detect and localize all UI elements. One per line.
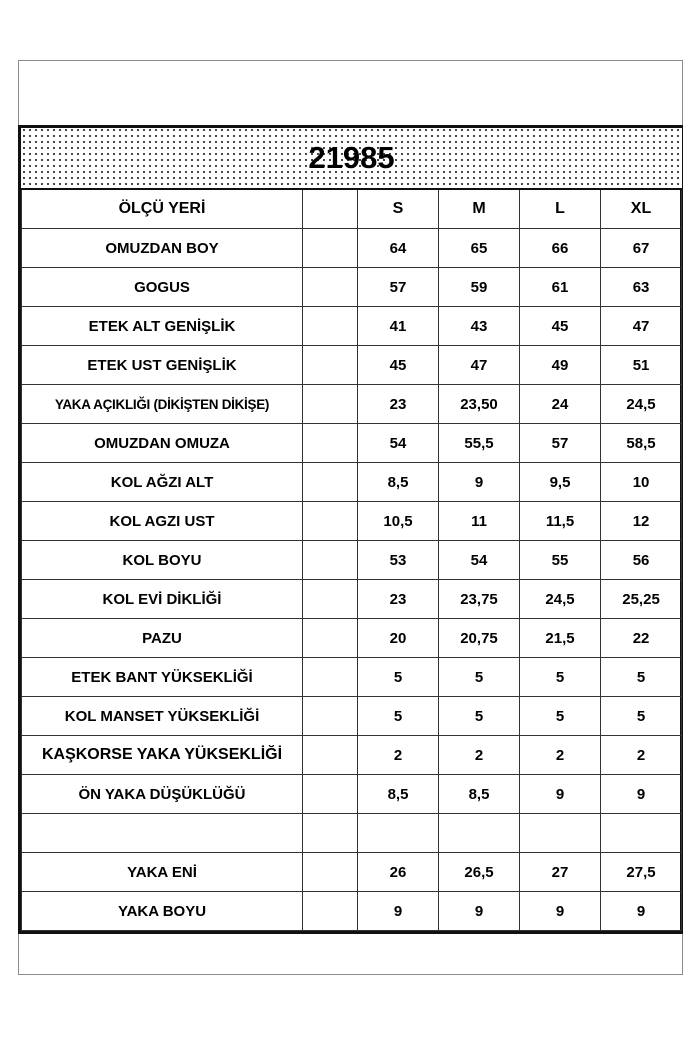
row-label: KOL AGZI UST (22, 502, 303, 541)
row-value-l: 9,5 (520, 463, 601, 502)
row-value-l: 9 (520, 775, 601, 814)
row-value-m: 65 (439, 229, 520, 268)
page-title: 21985 (308, 140, 395, 175)
row-value-s: 64 (358, 229, 439, 268)
row-value-s: 45 (358, 346, 439, 385)
row-gap-cell (303, 697, 358, 736)
row-value-m: 23,75 (439, 580, 520, 619)
row-value-l (520, 814, 601, 853)
measurement-table (21, 128, 682, 931)
row-label: KOL BOYU (22, 541, 303, 580)
row-value-l: 57 (520, 424, 601, 463)
row-value-xl: 47 (601, 307, 682, 346)
row-value-xl: 24,5 (601, 385, 682, 424)
row-gap-cell (303, 346, 358, 385)
row-value-s: 54 (358, 424, 439, 463)
row-value-s (358, 814, 439, 853)
row-gap-cell (303, 307, 358, 346)
table-row (22, 775, 682, 814)
table-row (22, 892, 682, 931)
row-gap-cell (303, 853, 358, 892)
row-label: YAKA ENİ (22, 853, 303, 892)
row-value-xl: 12 (601, 502, 682, 541)
row-value-m: 54 (439, 541, 520, 580)
row-value-l: 45 (520, 307, 601, 346)
row-label: GOGUS (22, 268, 303, 307)
row-label: KOL MANSET YÜKSEKLİĞİ (22, 697, 303, 736)
table-row (22, 385, 682, 424)
row-gap-cell (303, 463, 358, 502)
title-row (22, 128, 682, 189)
row-value-xl: 10 (601, 463, 682, 502)
row-label: ETEK ALT GENİŞLİK (22, 307, 303, 346)
row-label: KOL EVİ DİKLİĞİ (22, 580, 303, 619)
row-value-s: 8,5 (358, 463, 439, 502)
row-value-l: 24 (520, 385, 601, 424)
top-blank-band (19, 61, 682, 126)
row-value-xl: 22 (601, 619, 682, 658)
row-gap-cell (303, 229, 358, 268)
table-row (22, 619, 682, 658)
row-gap-cell (303, 775, 358, 814)
row-value-s: 57 (358, 268, 439, 307)
table-row (22, 697, 682, 736)
row-value-xl: 2 (601, 736, 682, 775)
row-label: ETEK BANT YÜKSEKLİĞİ (22, 658, 303, 697)
row-value-s: 20 (358, 619, 439, 658)
row-value-s: 5 (358, 697, 439, 736)
row-value-l: 24,5 (520, 580, 601, 619)
row-gap-cell (303, 424, 358, 463)
row-value-l: 21,5 (520, 619, 601, 658)
row-value-s: 23 (358, 385, 439, 424)
table-row (22, 346, 682, 385)
row-value-m: 47 (439, 346, 520, 385)
row-value-s: 10,5 (358, 502, 439, 541)
header-size-s: S (358, 189, 439, 229)
table-row (22, 424, 682, 463)
row-value-l: 2 (520, 736, 601, 775)
row-label (22, 814, 303, 853)
table-row-empty (22, 814, 682, 853)
row-label: ÖN YAKA DÜŞÜKLÜĞÜ (22, 775, 303, 814)
row-value-l: 9 (520, 892, 601, 931)
table-row (22, 580, 682, 619)
row-value-s: 2 (358, 736, 439, 775)
row-value-xl: 56 (601, 541, 682, 580)
header-size-l: L (520, 189, 601, 229)
measurement-table-container (18, 125, 683, 934)
row-value-m: 8,5 (439, 775, 520, 814)
row-value-s: 9 (358, 892, 439, 931)
header-size-m: M (439, 189, 520, 229)
row-value-s: 41 (358, 307, 439, 346)
title-cell (22, 128, 682, 189)
row-value-m: 11 (439, 502, 520, 541)
row-value-xl: 5 (601, 658, 682, 697)
row-value-m: 23,50 (439, 385, 520, 424)
table-row (22, 658, 682, 697)
row-gap-cell (303, 541, 358, 580)
row-label: YAKA BOYU (22, 892, 303, 931)
row-value-m: 5 (439, 658, 520, 697)
row-gap-cell (303, 619, 358, 658)
row-gap-cell (303, 502, 358, 541)
row-value-l: 5 (520, 697, 601, 736)
row-value-xl: 63 (601, 268, 682, 307)
header-gap-column (303, 189, 358, 229)
row-label: OMUZDAN BOY (22, 229, 303, 268)
row-value-xl (601, 814, 682, 853)
row-label: KAŞKORSE YAKA YÜKSEKLİĞİ (22, 736, 303, 775)
row-gap-cell (303, 814, 358, 853)
row-value-m: 43 (439, 307, 520, 346)
row-value-l: 66 (520, 229, 601, 268)
header-label-column: ÖLÇÜ YERİ (22, 189, 303, 229)
row-value-s: 26 (358, 853, 439, 892)
row-value-m: 59 (439, 268, 520, 307)
row-value-m: 9 (439, 892, 520, 931)
row-value-l: 5 (520, 658, 601, 697)
row-value-m: 26,5 (439, 853, 520, 892)
row-gap-cell (303, 385, 358, 424)
row-value-s: 23 (358, 580, 439, 619)
row-value-xl: 5 (601, 697, 682, 736)
row-label: ETEK UST GENİŞLİK (22, 346, 303, 385)
table-row (22, 541, 682, 580)
row-gap-cell (303, 580, 358, 619)
row-gap-cell (303, 892, 358, 931)
row-value-xl: 9 (601, 775, 682, 814)
row-value-xl: 27,5 (601, 853, 682, 892)
row-value-xl: 51 (601, 346, 682, 385)
measurement-table-body (22, 128, 682, 931)
row-value-m: 5 (439, 697, 520, 736)
row-value-l: 11,5 (520, 502, 601, 541)
row-value-m: 2 (439, 736, 520, 775)
row-value-m: 9 (439, 463, 520, 502)
table-row (22, 736, 682, 775)
row-value-m (439, 814, 520, 853)
row-value-m: 20,75 (439, 619, 520, 658)
row-value-s: 8,5 (358, 775, 439, 814)
row-value-xl: 9 (601, 892, 682, 931)
row-value-l: 27 (520, 853, 601, 892)
row-label: KOL AĞZI ALT (22, 463, 303, 502)
row-value-l: 49 (520, 346, 601, 385)
header-size-xl: XL (601, 189, 682, 229)
table-row (22, 463, 682, 502)
table-row (22, 502, 682, 541)
row-gap-cell (303, 736, 358, 775)
row-value-s: 53 (358, 541, 439, 580)
row-value-l: 55 (520, 541, 601, 580)
row-label: YAKA AÇIKLIĞI (DİKİŞTEN DİKİŞE) (22, 385, 303, 424)
table-row (22, 268, 682, 307)
row-value-s: 5 (358, 658, 439, 697)
column-header-row (22, 189, 682, 229)
row-label: OMUZDAN OMUZA (22, 424, 303, 463)
row-gap-cell (303, 268, 358, 307)
row-value-l: 61 (520, 268, 601, 307)
row-label: PAZU (22, 619, 303, 658)
row-value-xl: 25,25 (601, 580, 682, 619)
table-row (22, 853, 682, 892)
row-gap-cell (303, 658, 358, 697)
table-row (22, 229, 682, 268)
row-value-xl: 58,5 (601, 424, 682, 463)
row-value-xl: 67 (601, 229, 682, 268)
table-row (22, 307, 682, 346)
row-value-m: 55,5 (439, 424, 520, 463)
